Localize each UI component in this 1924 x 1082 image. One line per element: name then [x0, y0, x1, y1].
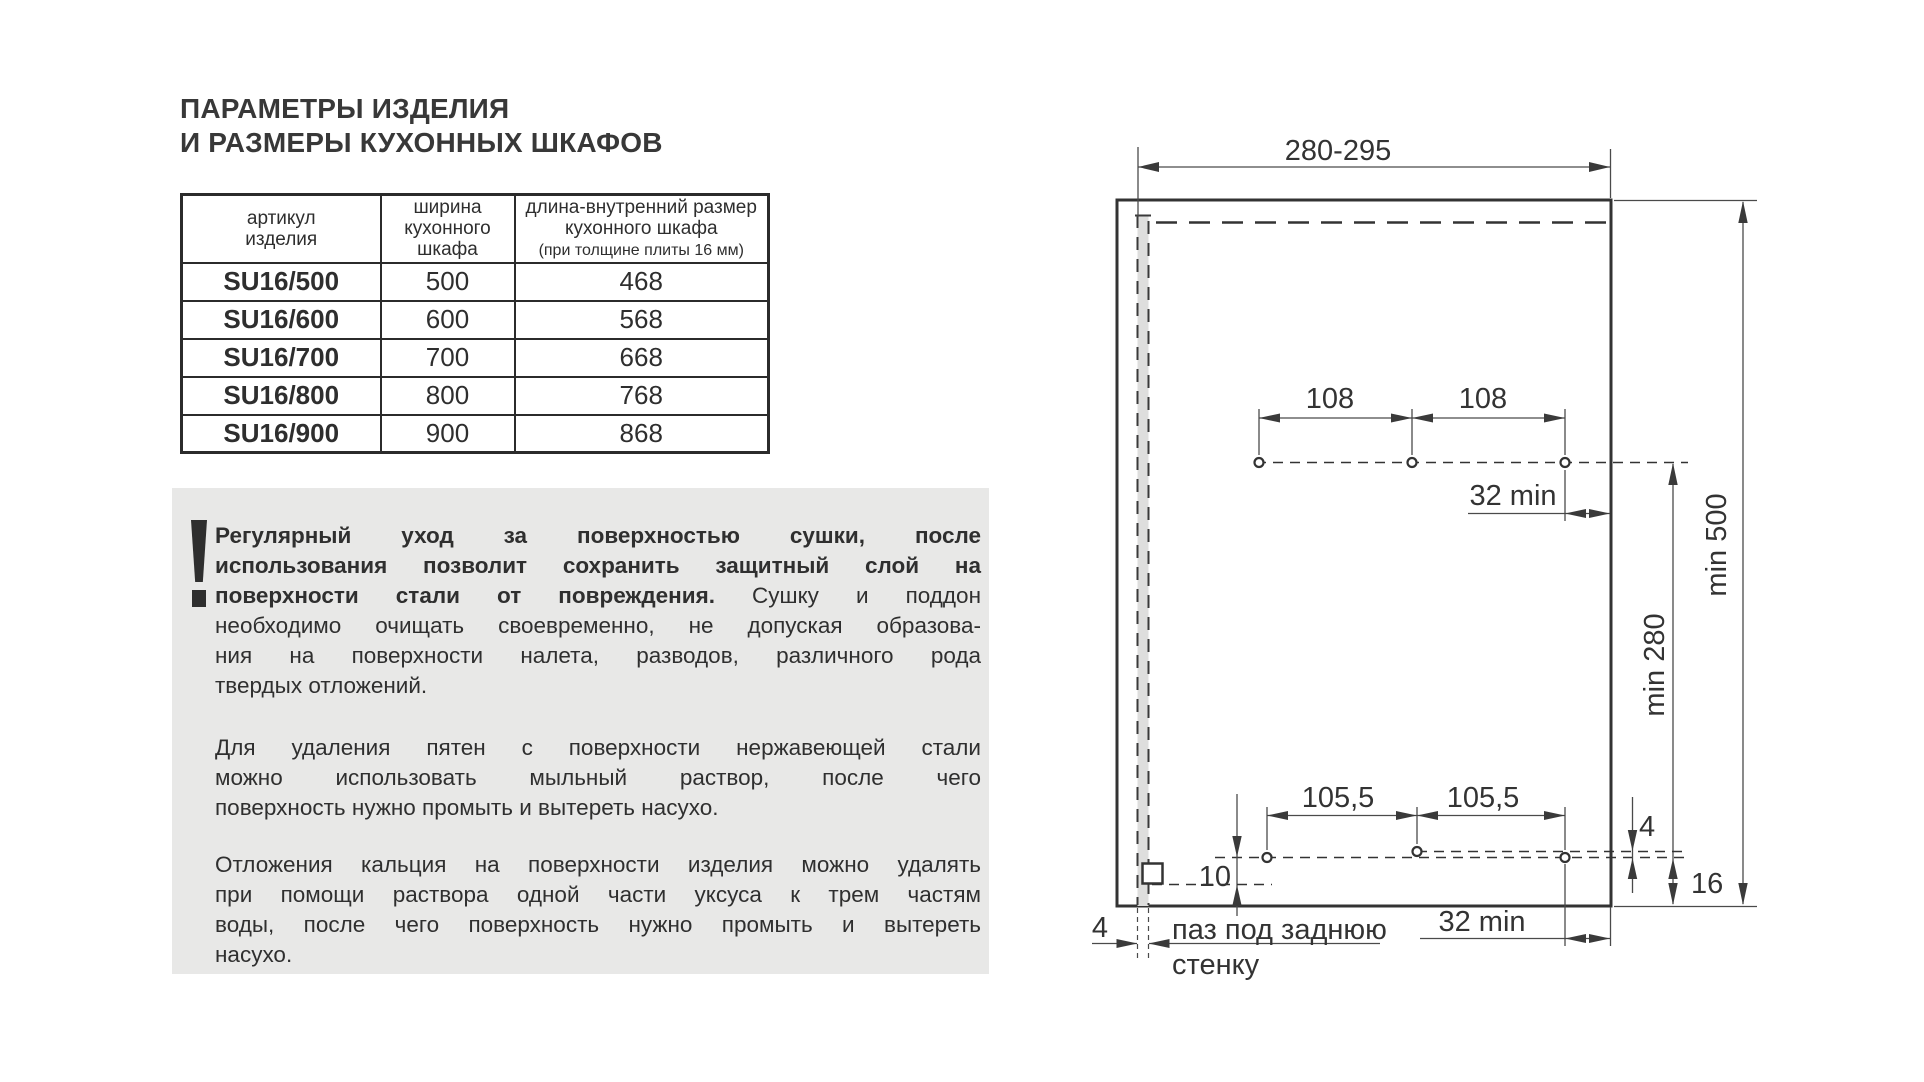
size-table [180, 193, 770, 454]
note-text-line: необходимо очищать своевременно, не допуская образова- [215, 613, 981, 638]
hole-marker [1561, 458, 1570, 467]
arrowhead [1668, 883, 1677, 905]
arrowhead [1149, 939, 1170, 948]
hole-marker [1408, 458, 1417, 467]
arrowhead [1628, 858, 1637, 879]
note-text-line: ния на поверхности налета, разводов, различного рода [215, 643, 981, 668]
arrowhead [1738, 201, 1747, 223]
dim-label-bottom-edge-offset: 16 [1691, 868, 1724, 900]
inner-length-cell: 468 [515, 263, 769, 301]
width-cell: 900 [381, 415, 515, 453]
inner-length-cell: 568 [515, 301, 769, 339]
page-title [180, 92, 663, 160]
dim-label-total-height: min 500 [1701, 493, 1733, 597]
note-text-line: твердых отложений. [215, 673, 428, 698]
note-text-line: Для удаления пятен с поверхности нержавеющей стали [215, 735, 981, 760]
arrowhead [1589, 162, 1610, 172]
arrowhead [1565, 934, 1586, 943]
note-text-line: насухо. [215, 942, 293, 967]
note-paragraph [215, 521, 981, 701]
note-text-line: Отложения кальция на поверхности изделия можно удалять [215, 852, 981, 877]
note-text-line: воды, после чего поверхность нужно промыть и вытереть [215, 912, 981, 937]
groove-label-line1: паз под заднюю [1172, 914, 1387, 946]
column-header: ширина кухонного шкафа [381, 195, 515, 263]
dim-label-top-spacing-left: 108 [1305, 383, 1355, 415]
column-header: длина-внутренний размер кухонного шкафа (при толщине плиты 16 мм) [515, 195, 769, 263]
page-title-line1: ПАРАМЕТРЫ ИЗДЕЛИЯ [180, 93, 510, 124]
note-text-line: Регулярный уход за поверхностью сушки, после [215, 523, 981, 548]
dim-label-top-edge-offset: 32 min [1469, 480, 1557, 512]
note-text-line: при помощи раствора одной части уксуса к трем частям [215, 882, 981, 907]
hole-marker [1263, 853, 1272, 862]
dim-label-lower-height: min 280 [1639, 613, 1671, 717]
article-cell: SU16/500 [182, 263, 381, 301]
arrowhead [1589, 934, 1610, 943]
arrowhead [1738, 883, 1747, 905]
dim-label-bottom-spacing-left: 105,5 [1301, 782, 1375, 814]
column-header: артикул изделия [182, 195, 381, 263]
note-paragraph [215, 733, 981, 823]
inner-length-cell: 668 [515, 339, 769, 377]
inner-length-cell: 768 [515, 377, 769, 415]
dim-label-groove-width: 4 [1091, 912, 1109, 944]
dim-label-bottom-front-offset: 32 min [1438, 906, 1526, 938]
note-text-line: поверхность нужно промыть и вытереть насухо. [215, 795, 719, 820]
article-cell: SU16/800 [182, 377, 381, 415]
arrowhead [1668, 859, 1677, 880]
page-title-line2: И РАЗМЕРЫ КУХОННЫХ ШКАФОВ [180, 127, 663, 158]
width-cell: 800 [381, 377, 515, 415]
note-text-line: использования позволит сохранить защитный слой на [215, 553, 981, 578]
article-cell: SU16/700 [182, 339, 381, 377]
arrowhead [1668, 463, 1677, 485]
width-cell: 500 [381, 263, 515, 301]
hole-marker [1255, 458, 1264, 467]
arrowhead [1138, 162, 1159, 172]
table-row [182, 263, 769, 301]
note-text-line: можно использовать мыльный раствор, после чего [215, 765, 981, 790]
width-cell: 700 [381, 339, 515, 377]
article-cell: SU16/900 [182, 415, 381, 453]
note-paragraph [215, 850, 981, 970]
dim-label-bottom-spacing-right: 105,5 [1446, 782, 1520, 814]
table-header-row [182, 195, 769, 263]
arrowhead [1117, 939, 1138, 948]
table-row [182, 339, 769, 377]
width-cell: 600 [381, 301, 515, 339]
table-row [182, 301, 769, 339]
table-row [182, 415, 769, 453]
cabinet-drilling-diagram [1050, 90, 1880, 1010]
table-row [182, 377, 769, 415]
groove-label-line2: стенку [1172, 949, 1260, 981]
hole-marker [1413, 847, 1422, 856]
dim-label-width-range: 280-295 [1284, 135, 1392, 167]
dim-label-hole-to-groove: 10 [1198, 861, 1231, 893]
note-text-line: поверхности стали от повреждения. Сушку и поддон [215, 583, 981, 608]
groove-section-square [1143, 864, 1163, 884]
arrowhead [1628, 830, 1637, 851]
article-cell: SU16/600 [182, 301, 381, 339]
inner-length-cell: 868 [515, 415, 769, 453]
care-note [172, 488, 989, 974]
groove-strip [1138, 215, 1149, 906]
dim-label-middle-hole-offset: 4 [1639, 811, 1656, 843]
hole-marker [1561, 853, 1570, 862]
dim-label-top-spacing-right: 108 [1458, 383, 1508, 415]
